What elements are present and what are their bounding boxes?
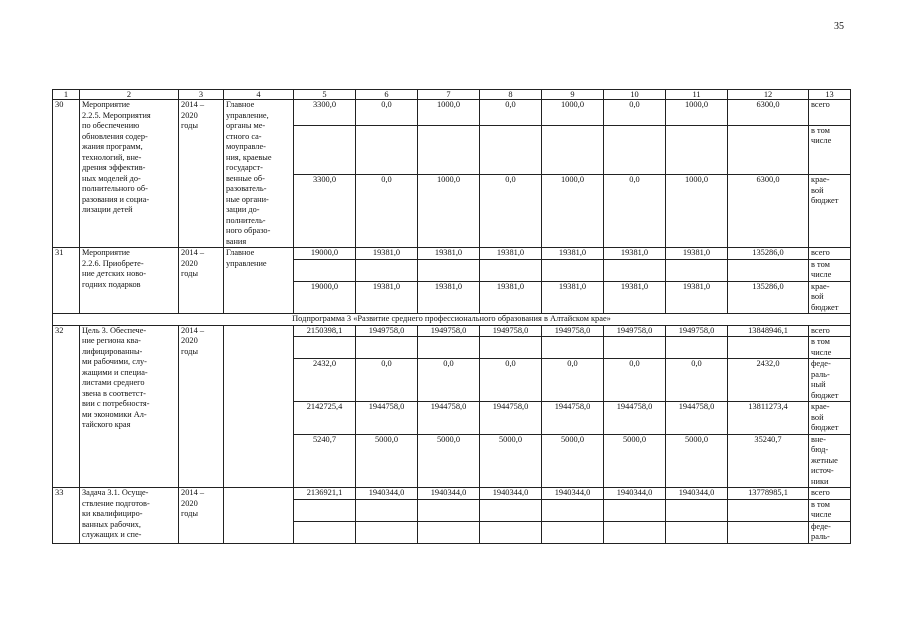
funding-source: крае- вой бюджет [809,175,851,248]
value-cell [294,337,356,359]
value-cell [418,337,480,359]
row-name: Задача 3.1. Осуще- ствление подготов- ки квалифициро- ванных рабочих, служащих и спе- [80,488,179,544]
value-cell: 1949758,0 [418,325,480,337]
funding-source: всего [809,325,851,337]
value-cell [356,125,418,174]
page-number: 35 [834,21,844,32]
column-header: 2 [80,90,179,100]
value-cell [604,521,666,543]
value-cell [728,499,809,521]
value-cell: 1944758,0 [604,402,666,435]
value-cell [542,521,604,543]
value-cell [604,499,666,521]
value-cell: 1000,0 [418,100,480,126]
value-cell: 1940344,0 [604,488,666,500]
funding-source: в том числе [809,125,851,174]
value-cell: 5000,0 [480,434,542,488]
funding-source: крае- вой бюджет [809,281,851,314]
funding-source: в том числе [809,337,851,359]
column-header: 10 [604,90,666,100]
value-cell: 1944758,0 [542,402,604,435]
funding-source: в том числе [809,259,851,281]
value-cell: 1949758,0 [542,325,604,337]
value-cell: 0,0 [356,175,418,248]
column-header: 11 [666,90,728,100]
value-cell: 3300,0 [294,175,356,248]
value-cell: 0,0 [356,100,418,126]
column-header: 12 [728,90,809,100]
value-cell: 5000,0 [356,434,418,488]
subprogram-title: Подпрограмма 3 «Развитие среднего профессионального образования в Алтайском крае» [53,314,851,326]
value-cell [480,499,542,521]
column-header: 3 [179,90,224,100]
value-cell: 1940344,0 [418,488,480,500]
value-cell [542,125,604,174]
value-cell: 2150398,1 [294,325,356,337]
value-cell: 1949758,0 [480,325,542,337]
value-cell [294,259,356,281]
value-cell: 1940344,0 [480,488,542,500]
value-cell: 1944758,0 [666,402,728,435]
value-cell [356,521,418,543]
row-number: 31 [53,248,80,314]
value-cell [480,259,542,281]
row-number: 33 [53,488,80,544]
value-cell [666,499,728,521]
value-cell: 1940344,0 [666,488,728,500]
value-cell [418,259,480,281]
value-cell: 2136921,1 [294,488,356,500]
value-cell [418,499,480,521]
value-cell: 5000,0 [542,434,604,488]
column-header: 5 [294,90,356,100]
column-header: 4 [224,90,294,100]
value-cell: 0,0 [480,359,542,402]
value-cell: 0,0 [542,359,604,402]
value-cell: 3300,0 [294,100,356,126]
value-cell: 19000,0 [294,281,356,314]
value-cell: 19381,0 [666,248,728,260]
value-cell [666,259,728,281]
value-cell [728,259,809,281]
column-header: 7 [418,90,480,100]
funding-source: феде- раль- ный бюджет [809,359,851,402]
value-cell [294,125,356,174]
value-cell: 2432,0 [294,359,356,402]
value-cell: 1940344,0 [356,488,418,500]
value-cell: 0,0 [480,100,542,126]
row-executor: Главное управление, органы ме- стного са- моуправле- ния, краевые государст- венные об- разователь- ные органи- зации до- полнитель- ного образо- вания [224,100,294,248]
value-cell: 19381,0 [480,281,542,314]
value-cell: 19381,0 [542,248,604,260]
value-cell: 6300,0 [728,100,809,126]
value-cell: 19381,0 [604,248,666,260]
value-cell: 1000,0 [666,100,728,126]
value-cell [666,125,728,174]
value-cell: 35240,7 [728,434,809,488]
value-cell: 1944758,0 [418,402,480,435]
row-executor [224,488,294,544]
table-row [53,488,851,500]
value-cell [728,337,809,359]
value-cell: 19381,0 [356,248,418,260]
value-cell: 2142725,4 [294,402,356,435]
row-period: 2014 – 2020 годы [179,100,224,248]
value-cell [604,337,666,359]
row-period: 2014 – 2020 годы [179,488,224,544]
value-cell: 5000,0 [604,434,666,488]
row-number: 30 [53,100,80,248]
value-cell [480,125,542,174]
row-executor: Главное управление [224,248,294,314]
value-cell: 1944758,0 [356,402,418,435]
value-cell: 1000,0 [542,100,604,126]
value-cell: 0,0 [418,359,480,402]
value-cell [294,521,356,543]
column-header: 6 [356,90,418,100]
funding-source: вне- бюд- жетные источ- ники [809,434,851,488]
value-cell [728,521,809,543]
row-name: Мероприятие 2.2.5. Мероприятия по обеспечению обновления содер- жания программ, технологий, вне- дрения эффектив- ных моделей до- полнительного об- разования и социа- лизации детей [80,100,179,248]
funding-source: крае- вой бюджет [809,402,851,435]
value-cell: 19381,0 [418,281,480,314]
value-cell: 19381,0 [418,248,480,260]
value-cell: 0,0 [604,175,666,248]
value-cell: 0,0 [480,175,542,248]
value-cell [604,125,666,174]
value-cell: 0,0 [666,359,728,402]
funding-source: в том числе [809,499,851,521]
value-cell: 0,0 [604,100,666,126]
row-executor [224,325,294,488]
row-period: 2014 – 2020 годы [179,325,224,488]
value-cell: 19381,0 [666,281,728,314]
funding-source: всего [809,248,851,260]
value-cell: 1949758,0 [604,325,666,337]
value-cell: 0,0 [604,359,666,402]
value-cell: 2432,0 [728,359,809,402]
value-cell: 5000,0 [418,434,480,488]
row-name: Мероприятие 2.2.6. Приобрете- ние детских ново- годних подарков [80,248,179,314]
value-cell [666,337,728,359]
value-cell [356,337,418,359]
column-header: 8 [480,90,542,100]
value-cell [542,259,604,281]
value-cell: 13848946,1 [728,325,809,337]
table-row [53,248,851,260]
value-cell: 0,0 [356,359,418,402]
column-header: 13 [809,90,851,100]
value-cell: 19381,0 [604,281,666,314]
value-cell [356,499,418,521]
value-cell: 1000,0 [666,175,728,248]
program-table [52,89,851,544]
value-cell [480,337,542,359]
value-cell [480,521,542,543]
row-period: 2014 – 2020 годы [179,248,224,314]
value-cell [542,337,604,359]
funding-source: всего [809,100,851,126]
value-cell: 135286,0 [728,248,809,260]
funding-source: всего [809,488,851,500]
value-cell [604,259,666,281]
funding-source: феде- раль- [809,521,851,543]
column-header: 9 [542,90,604,100]
value-cell: 1940344,0 [542,488,604,500]
value-cell: 135286,0 [728,281,809,314]
row-name: Цель 3. Обеспече- ние региона ква- лифицированны- ми рабочими, слу- жащими и специа- листами среднего звена в соответст- вии с потребностя- ми экономики Ал- тайского края [80,325,179,488]
value-cell: 19000,0 [294,248,356,260]
value-cell: 13778985,1 [728,488,809,500]
value-cell: 6300,0 [728,175,809,248]
value-cell [666,521,728,543]
table-row [53,100,851,126]
value-cell: 19381,0 [356,281,418,314]
value-cell [728,125,809,174]
value-cell: 19381,0 [480,248,542,260]
subprogram-row [53,314,851,326]
value-cell [418,521,480,543]
value-cell [418,125,480,174]
header-row [53,90,851,100]
value-cell: 5000,0 [666,434,728,488]
value-cell: 1000,0 [418,175,480,248]
row-number: 32 [53,325,80,488]
value-cell [356,259,418,281]
value-cell [542,499,604,521]
value-cell: 1000,0 [542,175,604,248]
value-cell: 1949758,0 [356,325,418,337]
value-cell: 19381,0 [542,281,604,314]
value-cell [294,499,356,521]
value-cell: 13811273,4 [728,402,809,435]
table-row [53,325,851,337]
value-cell: 1944758,0 [480,402,542,435]
value-cell: 5240,7 [294,434,356,488]
value-cell: 1949758,0 [666,325,728,337]
column-header: 1 [53,90,80,100]
